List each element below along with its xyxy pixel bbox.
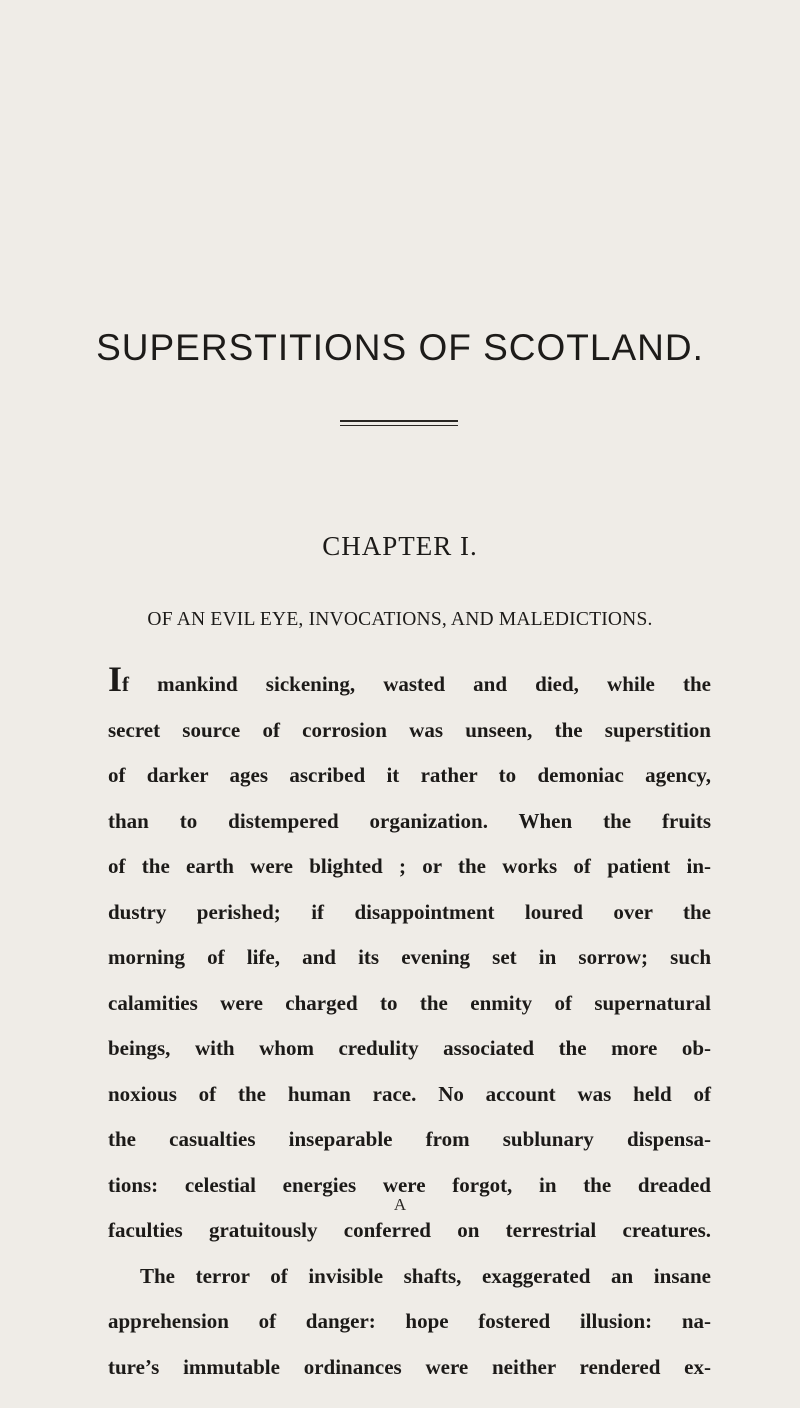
- text-line: ture’s immutable ordinances were neither rendered ex-: [108, 1354, 711, 1379]
- title-rule-thin: [340, 425, 458, 426]
- signature-mark: A: [393, 1195, 407, 1214]
- text-line: of the earth were blighted ; or the works of patient in-: [108, 854, 711, 878]
- text-line: apprehension of danger: hope fostered illusion: na-: [108, 1309, 711, 1333]
- text-line-indented: The terror of invisible shafts, exaggerated an insane: [140, 1263, 711, 1288]
- text-line: calamities were charged to the enmity of supernatural: [108, 990, 711, 1015]
- first-line-text: f mankind sickening, wasted and died, while the: [122, 672, 711, 696]
- book-title: SUPERSTITIONS OF SCOTLAND.: [96, 327, 704, 368]
- title-rule-thick: [340, 420, 458, 422]
- drop-cap: I: [108, 659, 123, 699]
- text-line: tions: celestial energies were forgot, in the dreaded: [108, 1172, 711, 1197]
- text-line: of darker ages ascribed it rather to demoniac agency,: [108, 763, 711, 787]
- text-line: secret source of corrosion was unseen, the superstition: [108, 717, 711, 742]
- body-text: [108, 659, 711, 1390]
- chapter-subtitle: OF AN EVIL EYE, INVOCATIONS, AND MALEDICTIONS.: [147, 609, 653, 630]
- chapter-heading: CHAPTER I.: [322, 531, 478, 561]
- text-line: the casualties inseparable from sublunary dispensa-: [108, 1127, 711, 1151]
- text-line: than to distempered organization. When the fruits: [108, 808, 711, 833]
- text-line-first: [108, 659, 711, 708]
- text-line: morning of life, and its evening set in sorrow; such: [108, 945, 711, 969]
- text-line: beings, with whom credulity associated the more ob-: [108, 1036, 711, 1060]
- text-line: dustry perished; if disappointment loured over the: [108, 899, 711, 924]
- text-line: noxious of the human race. No account was held of: [108, 1081, 711, 1106]
- text-line: faculties gratuitously conferred on terrestrial creatures.: [108, 1218, 711, 1242]
